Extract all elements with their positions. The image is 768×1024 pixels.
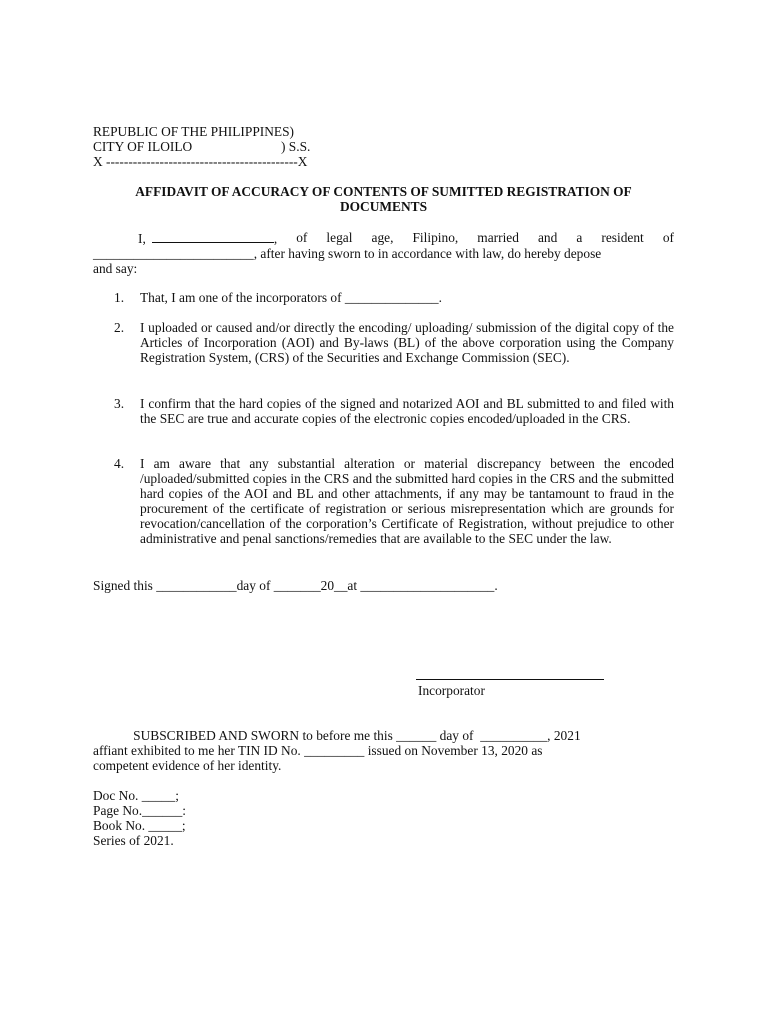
signed-line: Signed this ____________day of _______20__at ____________________. — [93, 578, 498, 593]
affiant-name-blank — [152, 230, 274, 243]
intro-word: resident — [601, 230, 644, 245]
doc-number: Doc No. _____; — [93, 788, 179, 803]
page-number: Page No.______: — [93, 803, 186, 818]
intro-paragraph — [93, 230, 674, 276]
signature-line — [416, 679, 604, 680]
intro-word: of — [662, 230, 674, 245]
item-number: 4. — [114, 456, 125, 471]
intro-line-2: ________________________, after having sworn to in accordance with law, do hereby depose — [93, 246, 602, 261]
item-number: 1. — [114, 290, 125, 305]
item-text: I uploaded or caused and/or directly the encoding/ uploading/ submission of the digital copy of the Articles of Incorporation (AOI) and By-laws (BL) of the above corporation using the Company Registration System, (CRS) of the Securities and Exchange Commission (SEC). — [140, 320, 674, 365]
caption-city: CITY OF ILOILO — [93, 139, 193, 154]
jurat-line-3: competent evidence of her identity. — [93, 758, 282, 773]
intro-word: legal — [326, 230, 353, 245]
intro-word: of — [296, 230, 308, 245]
intro-word: age, — [371, 230, 394, 245]
jurat-line-2: affiant exhibited to me her TIN ID No. _________ issued on November 13, 2020 as — [93, 743, 543, 758]
intro-affiant-name: I, , — [138, 231, 278, 246]
document-title: AFFIDAVIT OF ACCURACY OF CONTENTS OF SUMITTED REGISTRATION OF DOCUMENTS — [135, 184, 632, 214]
caption-divider: X -------------------------------------------X — [93, 154, 308, 169]
intro-word: Filipino, — [412, 230, 459, 245]
intro-line-3: and say: — [93, 261, 138, 276]
series-year: Series of 2021. — [93, 833, 174, 848]
caption-ss: ) S.S. — [281, 139, 311, 154]
caption-republic: REPUBLIC OF THE PHILIPPINES) — [93, 124, 295, 139]
intro-word: and — [537, 230, 558, 245]
item-text: I confirm that the hard copies of the signed and notarized AOI and BL submitted to and filed with the SEC are true and accurate copies of the electronic copies encoded/uploaded in the CRS. — [140, 396, 674, 426]
item-text: I am aware that any substantial alteration or material discrepancy between the encoded /uploaded/submitted copies in the CRS and the submitted hard copies in the CRS and the submitted hard copies of the AOI and BL and other attachments, if any may be tantamount to fraud in the procurement of the certificate of registration or serious misrepresentation which are grounds for revocation/cancellation of the corporation’s Certificate of Registration, without prejudice to other administrative and penal sanctions/remedies that are available to the SEC under the law. — [140, 456, 674, 546]
intro-word: married — [477, 230, 519, 245]
intro-line-1 — [93, 230, 674, 246]
intro-word: a — [576, 230, 583, 245]
item-number: 2. — [114, 320, 125, 335]
book-number: Book No. _____; — [93, 818, 186, 833]
item-text: That, I am one of the incorporators of ______________. — [140, 290, 442, 305]
signature-label: Incorporator — [418, 683, 485, 698]
item-number: 3. — [114, 396, 125, 411]
jurat-line-1: SUBSCRIBED AND SWORN to before me this ______ day of __________, 2021 — [93, 728, 581, 743]
jurat-paragraph — [93, 728, 673, 773]
